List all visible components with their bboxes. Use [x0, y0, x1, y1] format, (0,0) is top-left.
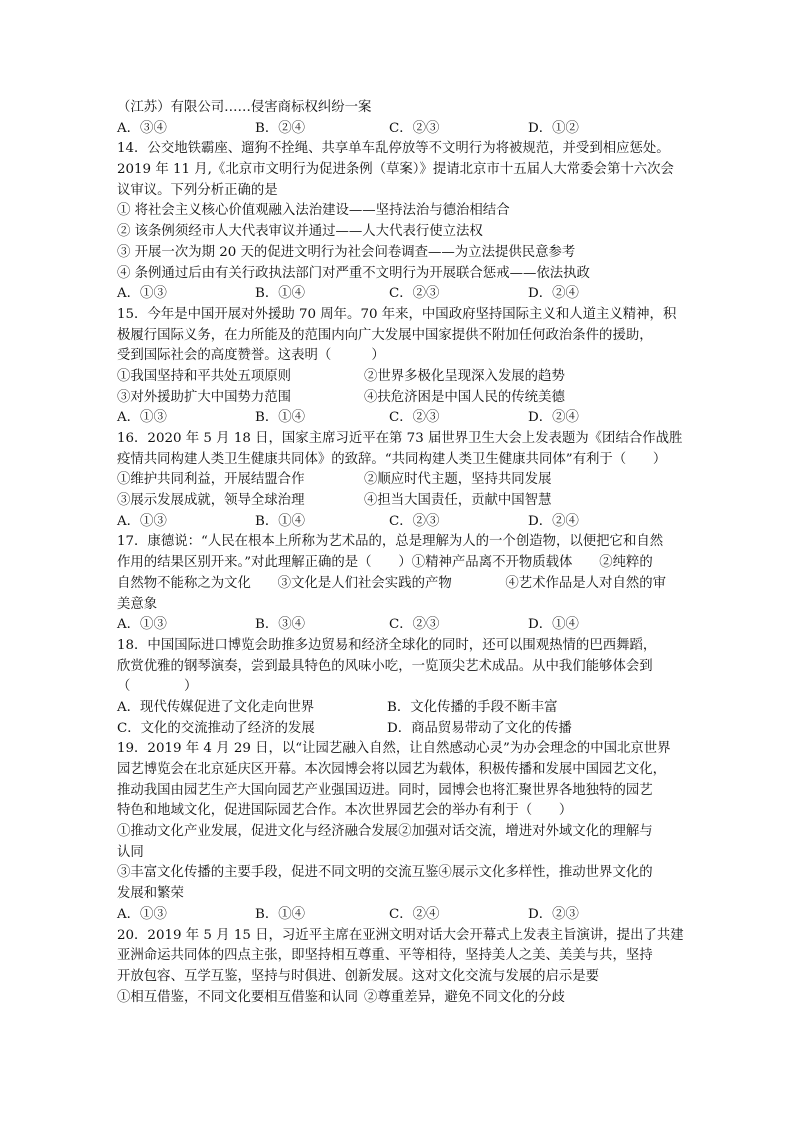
- question-17-options: [117, 615, 687, 636]
- question-16-statements: [117, 470, 687, 491]
- option-c: C．②④: [389, 906, 440, 922]
- question-13-tail: （江苏）有限公司……侵害商标权纠纷一案: [117, 100, 372, 115]
- statement: ①维护共同利益，开展结盟合作: [117, 472, 305, 488]
- option-b: B．①④: [255, 286, 306, 302]
- question-15-statements: [117, 388, 687, 409]
- question-19-statement: 发展和繁荣: [117, 886, 184, 902]
- option-b: B．①④: [255, 513, 306, 529]
- statement: ③展示发展成就，领导全球治理: [117, 493, 305, 509]
- option-a: A．①③: [117, 906, 167, 922]
- question-19-stem: 园艺博览会在北京延庆区开幕。本次园博会将以园艺为载体，积极传播和发展中国园艺文化，: [117, 762, 667, 777]
- option-b: B．文化传播的手段不断丰富: [387, 699, 558, 715]
- question-19-options: [117, 905, 687, 926]
- option-c: C．②③: [389, 286, 440, 302]
- question-20-stem: 亚洲命运共同体的四点主张，即坚持相互尊重、平等相待，坚持美人之美、美美与共，坚持: [117, 948, 653, 964]
- question-14-statement: ③ 开展一次为期 20 天的促进文明行为社会问卷调查——为立法提供民意参考: [117, 244, 576, 260]
- option-d: D．②④: [528, 513, 579, 529]
- statement: ①我国坚持和平共处五项原则: [117, 368, 292, 384]
- question-15-stem: 受到国际社会的高度赞誉。这表明（ ）: [117, 348, 385, 364]
- option-b: B．①④: [255, 410, 306, 426]
- option-c: C．②③: [389, 513, 440, 529]
- question-19-statement: ①推动文化产业发展，促进文化与经济融合发展②加强对话交流，增进对外域文化的理解与: [117, 824, 653, 840]
- question-19-statement: 认同: [117, 844, 144, 860]
- question-19-stem: 特色和地域文化，促进国际园艺合作。本次世界园艺会的举办有利于（ ）: [117, 803, 573, 819]
- question-15-options: [117, 408, 687, 429]
- option-a: A．现代传媒促进了文化走向世界: [117, 699, 315, 715]
- option-b: B．②④: [255, 120, 306, 136]
- question-14-statement: ④ 条例通过后由有关行政执法部门对严重不文明行为开展联合惩戒——依法执政: [117, 265, 590, 281]
- question-17-stem: 作用的结果区别开来。”对此理解正确的是（ ）①精神产品离不开物质载体 ②纯粹的: [117, 555, 653, 571]
- question-18-stem: 欣赏优雅的钢琴演奏，尝到最具特色的风味小吃，一览顶尖艺术成品。从中我们能够体会到: [117, 658, 653, 674]
- statement: ④扶危济困是中国人民的传统美德: [364, 389, 565, 405]
- option-a: A．①③: [117, 286, 167, 302]
- question-14-statement: ② 该条例须经市人大代表审议并通过——人大代表行使立法权: [117, 224, 483, 240]
- option-a: A．③④: [117, 120, 167, 136]
- question-20-statements: [117, 988, 687, 1009]
- statement: ②尊重差异，避免不同文化的分歧: [364, 989, 565, 1005]
- question-16-stem: 疫情共同构建人类卫生健康共同体》的致辞。“共同构建人类卫生健康共同体”有利于（ ）: [117, 451, 667, 467]
- question-14-statement: ① 将社会主义核心价值观融入法治建设——坚持法治与德治相结合: [117, 203, 510, 219]
- question-14-stem: 14．公交地铁霸座、遛狗不拴绳、共享单车乱停放等不文明行为将被规范，并受到相应惩处。: [117, 141, 670, 157]
- option-c: C．②③: [389, 410, 440, 426]
- option-d: D．②④: [528, 410, 579, 426]
- question-13-options: [117, 119, 687, 140]
- exam-page: [117, 98, 687, 1008]
- option-b: B．③④: [255, 617, 306, 633]
- question-17-stem: 17．康德说：“人民在根本上所称为艺术品的，总是理解为人的一个创造物，以便把它和自然: [117, 534, 664, 550]
- question-20-stem: 20．2019 年 5 月 15 日，习近平主席在亚洲文明对话大会开幕式上发表主旨演讲，提出了共建: [117, 927, 684, 943]
- question-18-options: [117, 719, 687, 740]
- question-17-stem: 美意象: [117, 596, 158, 612]
- question-15-stem: 15．今年是中国开展对外援助 70 周年。70 年来，中国政府坚持国际主义和人道主义精神，积: [117, 306, 677, 322]
- option-a: A．①③: [117, 513, 167, 529]
- question-14-stem: 2019 年 11 月,《北京市文明行为促进条例（草案）》提请北京市十五届人大常委会第十六次会: [117, 162, 674, 178]
- option-b: B．①④: [255, 906, 306, 922]
- statement: ②顺应时代主题，坚持共同发展: [364, 472, 552, 488]
- option-d: D．商品贸易带动了文化的传播: [387, 720, 572, 736]
- option-c: C．文化的交流推动了经济的发展: [117, 720, 315, 736]
- statement: ④担当大国责任，贡献中国智慧: [364, 493, 552, 509]
- question-18-options: [117, 698, 687, 719]
- question-20-stem: 开放包容、互学互鉴，坚持与时俱进、创新发展。这对文化交流与发展的启示是要: [117, 968, 600, 984]
- question-15-stem: 极履行国际义务，在力所能及的范围内向广大发展中国家提供不附加任何政治条件的援助，: [117, 327, 653, 343]
- question-15-statements: [117, 367, 687, 388]
- question-16-stem: 16．2020 年 5 月 18 日，国家主席习近平在第 73 届世界卫生大会上发表题为《团结合作战胜: [117, 431, 683, 446]
- option-d: D．①④: [528, 617, 579, 633]
- question-19-stem: 19．2019 年 4 月 29 日，以“让园艺融入自然，让自然感动心灵”为办会理念的中国北京世界: [117, 741, 671, 757]
- question-14-stem: 议审议。下列分析正确的是: [117, 182, 278, 198]
- question-17-stem: 自然物不能称之为文化 ③文化是人们社会实践的产物 ④艺术作品是人对自然的审: [117, 575, 667, 591]
- option-d: D．①②: [528, 120, 579, 136]
- question-14-options: [117, 284, 687, 305]
- option-a: A．①③: [117, 617, 167, 633]
- option-d: D．②③: [528, 906, 579, 922]
- option-a: A．①③: [117, 410, 167, 426]
- option-c: C．②③: [389, 120, 440, 136]
- option-d: D．②④: [528, 286, 579, 302]
- question-18-stem: 18．中国国际进口博览会助推多边贸易和经济全球化的同时，还可以围观热情的巴西舞蹈，: [117, 637, 657, 653]
- question-16-options: [117, 512, 687, 533]
- statement: ①相互借鉴，不同文化要相互借鉴和认同: [117, 989, 359, 1005]
- statement: ②世界多极化呈现深入发展的趋势: [364, 368, 565, 384]
- statement: ③对外援助扩大中国势力范围: [117, 389, 292, 405]
- option-c: C．②③: [389, 617, 440, 633]
- question-19-stem: 推动我国由园艺生产大国向园艺产业强国迈进。同时，园博会也将汇聚世界各地独特的园艺: [117, 782, 653, 798]
- question-19-statement: ③丰富文化传播的主要手段，促进不同文明的交流互鉴④展示文化多样性，推动世界文化的: [117, 865, 653, 881]
- question-16-statements: [117, 491, 687, 512]
- question-18-stem: （ ）: [117, 679, 198, 695]
